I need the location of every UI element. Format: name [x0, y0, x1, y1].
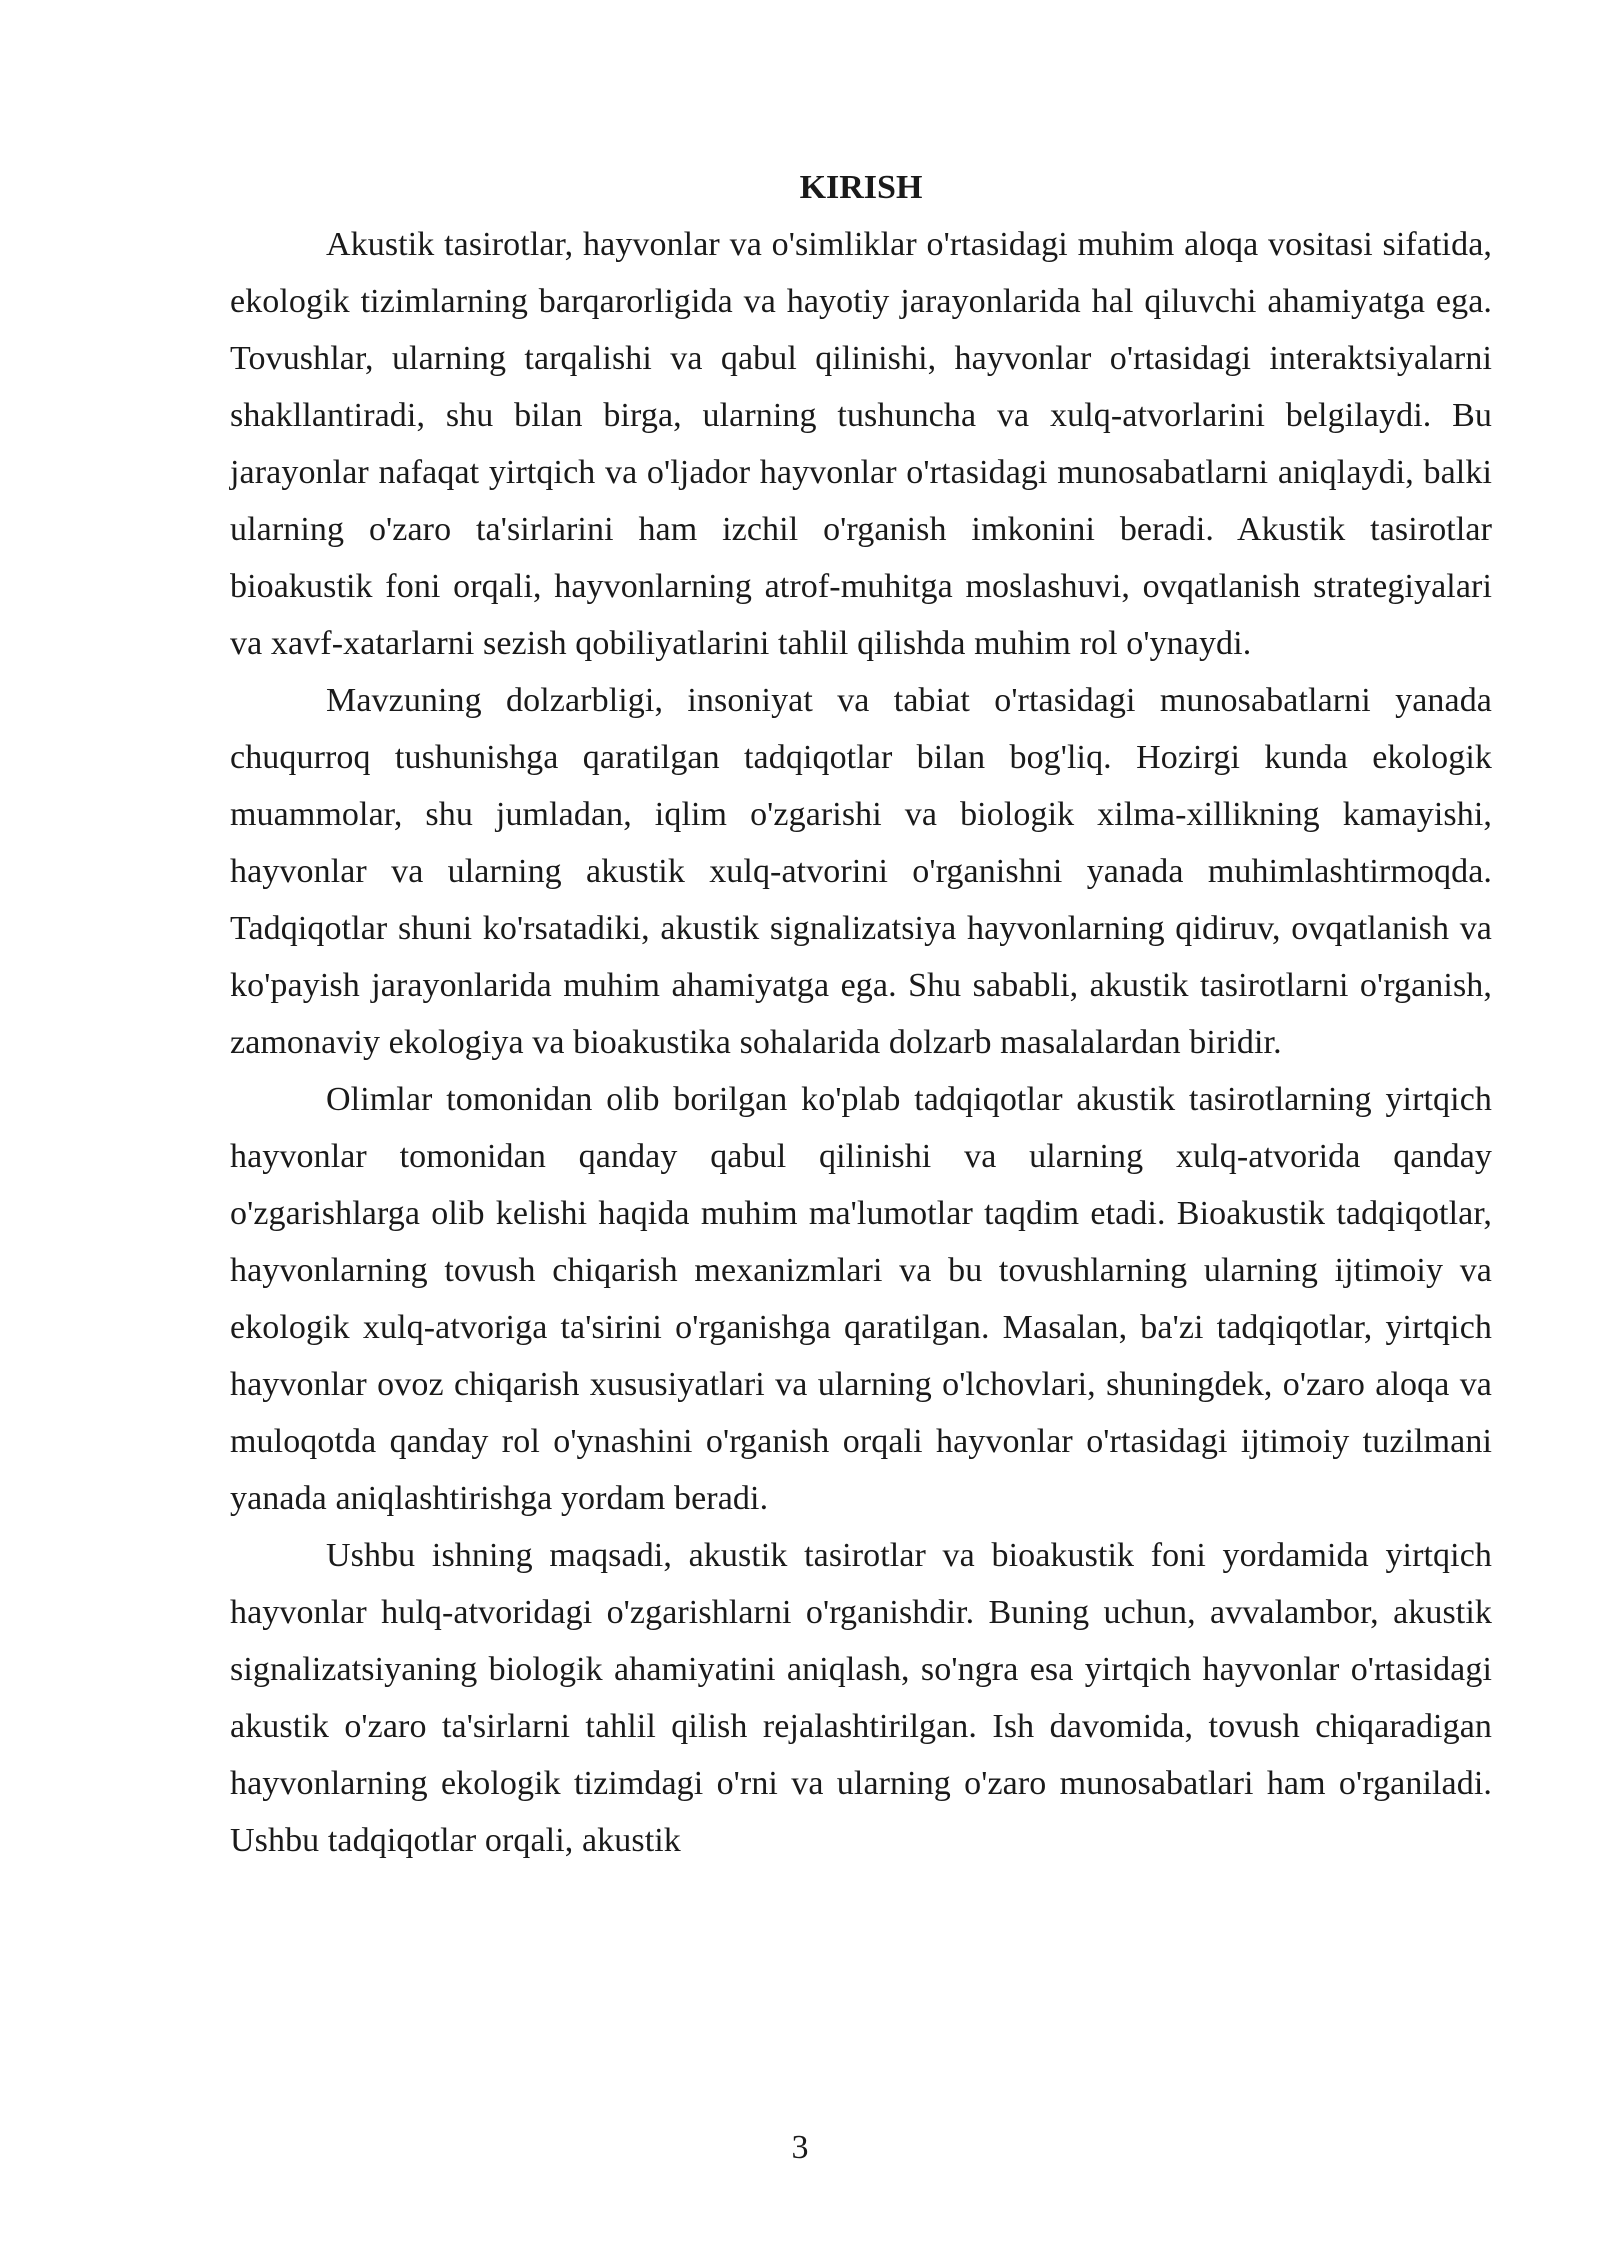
- paragraph-relevance: Mavzuning dolzarbligi, insoniyat va tabiat o'rtasidagi munosabatlarni yanada chuqurroq tushunishga qaratilgan tadqiqotlar bilan bog'liq. Hozirgi kunda ekologik muammolar, shu jumladan, iqlim o'zgarishi va biologik xilma-xillikning kamayishi, hayvonlar va ularning akustik xulq-atvorini o'rganishni yanada muhimlashtirmoqda. Tadqiqotlar shuni ko'rsatadiki, akustik signalizatsiya hayvonlarning qidiruv, ovqatlanish va ko'payish jarayonlarida muhim ahamiyatga ega. Shu sababli, akustik tasirotlarni o'rganish, zamonaviy ekologiya va bioakustika sohalarida dolzarb masalalardan biridir.: [230, 682, 1492, 1061]
- section-title: KIRISH: [799, 169, 923, 206]
- page-number: 3: [791, 2129, 809, 2166]
- page-content: [230, 160, 1492, 1869]
- paragraph-research-overview: Olimlar tomonidan olib borilgan ko'plab tadqiqotlar akustik tasirotlarning yirtqich hayvonlar tomonidan qanday qabul qilinishi va ularning xulq-atvorida qanday o'zgarishlarga olib kelishi haqida muhim ma'lumotlar taqdim etadi. Bioakustik tadqiqotlar, hayvonlarning tovush chiqarish mexanizmlari va bu tovushlarning ularning ijtimoiy va ekologik xulq-atvoriga ta'sirini o'rganishga qaratilgan. Masalan, ba'zi tadqiqotlar, yirtqich hayvonlar ovoz chiqarish xususiyatlari va ularning o'lchovlari, shuningdek, o'zaro aloqa va muloqotda qanday rol o'ynashini o'rganish orqali hayvonlar o'rtasidagi ijtimoiy tuzilmani yanada aniqlashtirishga yordam beradi.: [230, 1081, 1492, 1517]
- paragraph-goal: Ushbu ishning maqsadi, akustik tasirotlar va bioakustik foni yordamida yirtqich hayvonlar hulq-atvoridagi o'zgarishlarni o'rganishdir. Buning uchun, avvalambor, akustik signalizatsiyaning biologik ahamiyatini aniqlash, so'ngra esa yirtqich hayvonlar o'rtasidagi akustik o'zaro ta'sirlarni tahlil qilish rejalashtirilgan. Ish davomida, tovush chiqaradigan hayvonlarning ekologik tizimdagi o'rni va ularning o'zaro munosabatlari ham o'rganiladi. Ushbu tadqiqotlar orqali, akustik: [230, 1537, 1492, 1859]
- paragraph-introduction: Akustik tasirotlar, hayvonlar va o'simliklar o'rtasidagi muhim aloqa vositasi sifatida, ekologik tizimlarning barqarorligida va hayotiy jarayonlarida hal qiluvchi ahamiyatga ega. Tovushlar, ularning tarqalishi va qabul qilinishi, hayvonlar o'rtasidagi interaktsiyalarni shakllantiradi, shu bilan birga, ularning tushuncha va xulq-atvorlarini belgilaydi. Bu jarayonlar nafaqat yirtqich va o'ljador hayvonlar o'rtasidagi munosabatlarni aniqlaydi, balki ularning o'zaro ta'sirlarini ham izchil o'rganish imkonini beradi. Akustik tasirotlar bioakustik foni orqali, hayvonlarning atrof-muhitga moslashuvi, ovqatlanish strategiyalari va xavf-xatarlarni sezish qobiliyatlarini tahlil qilishda muhim rol o'ynaydi.: [230, 226, 1492, 662]
